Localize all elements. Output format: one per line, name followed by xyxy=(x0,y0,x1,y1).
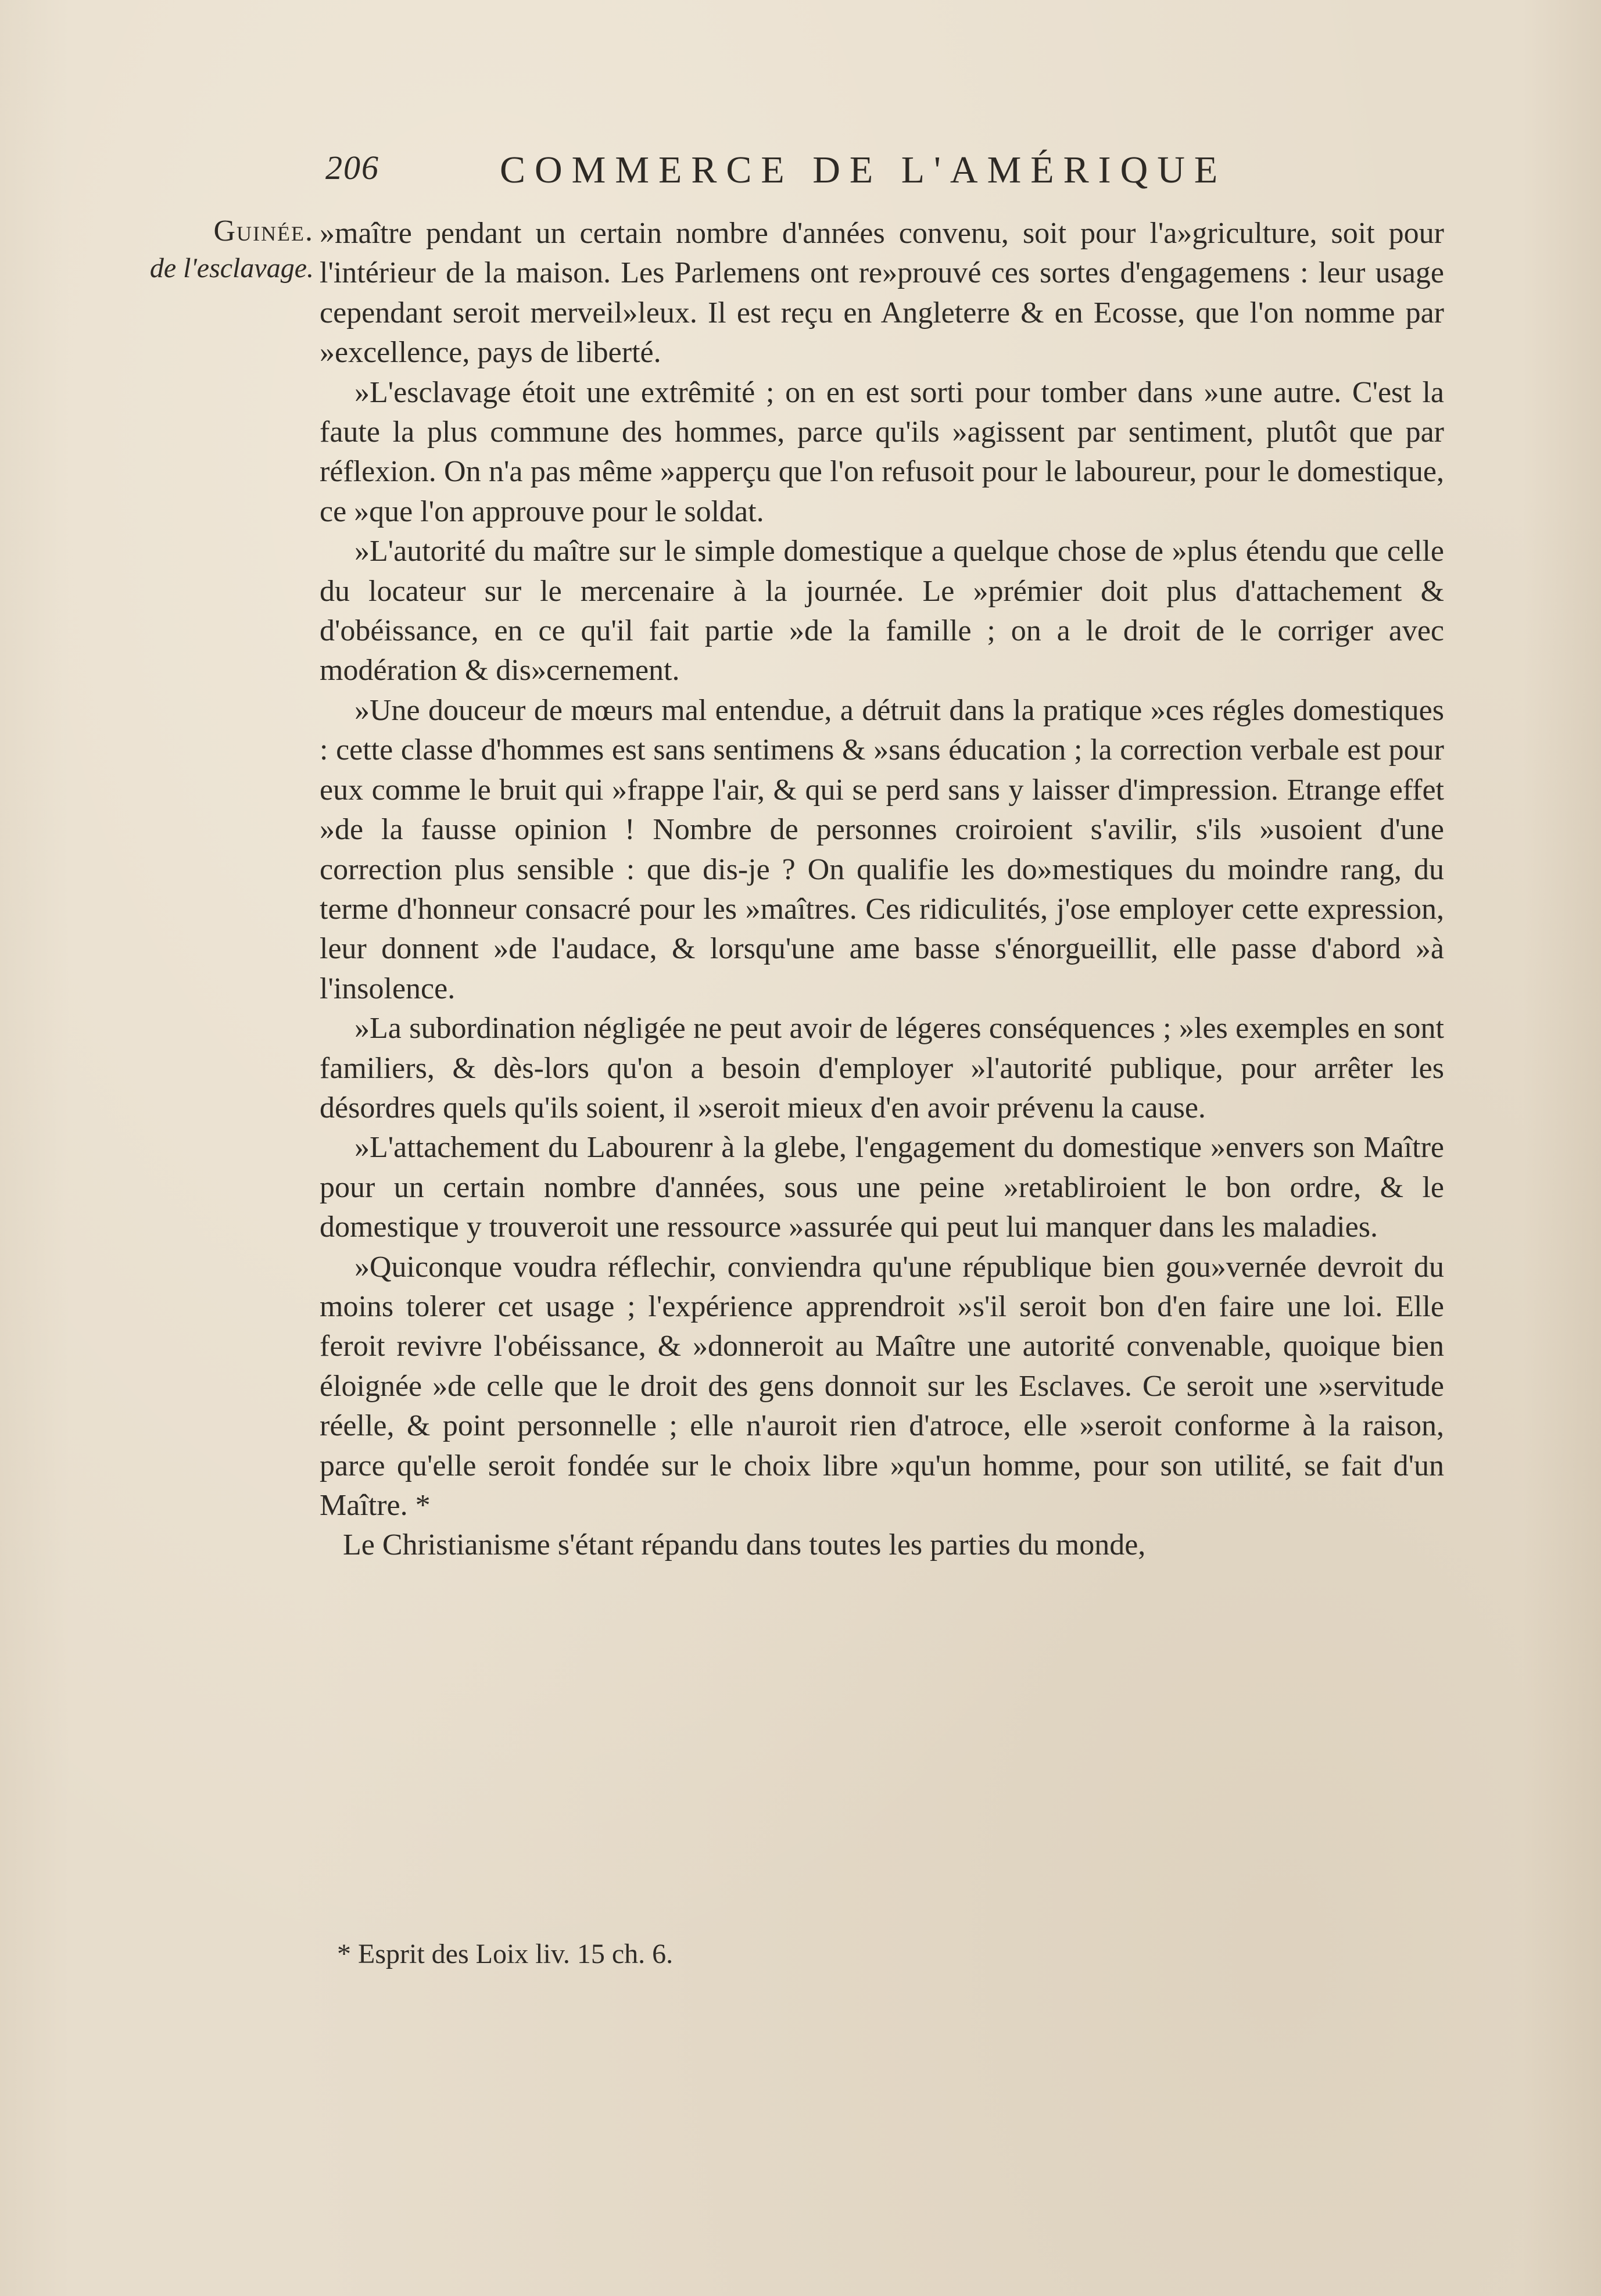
margin-note xyxy=(105,212,314,286)
footnote: * Esprit des Loix liv. 15 ch. 6. xyxy=(337,1939,674,1969)
paragraph-2: »L'esclavage étoit une extrêmité ; on en est sorti pour tomber dans »une autre. C'est la faute la plus commune des hommes, parce qu'ils »agissent par sentiment, plutôt que par réflexion. On n'a pas même »apperçu que l'on refusoit pour le laboureur, pour le domestique, ce »que l'on approuve pour le soldat. xyxy=(320,375,1444,528)
paragraph-6: »L'attachement du Labourenr à la glebe, l'engagement du domestique »envers son Maître pour un certain nombre d'années, sous une peine »retabliroient le bon ordre, & le domestique y trouveroit une ressource »assurée qui peut lui manquer dans les maladies. xyxy=(320,1131,1444,1244)
page-number: 206 xyxy=(325,149,379,187)
margin-note-topic: de l'esclavage. xyxy=(149,253,314,284)
paragraph-4: »Une douceur de mœurs mal entendue, a détruit dans la pratique »ces régles domestiques : cette classe d'hommes est sans sentimens & »sans éducation ; la correction verbale est pour eux comme le bruit qui »frappe l'air, & qui se perd sans y laisser d'impression. Etrange effet »de la fausse opinion ! Nombre de personnes croiroient s'avilir, s'ils »usoient d'une correction plus sensible : que dis-je ? On qualifie les do»mestiques du moindre rang, du terme d'honneur consacré pour les »maîtres. Ces ridiculités, j'ose employer cette expression, leur donnent »de l'audace, & lorsqu'une ame basse s'énorgueillit, elle passe d'abord »à l'insolence. xyxy=(320,693,1444,1005)
paragraph-5: »La subordination négligée ne peut avoir de légeres conséquences ; »les exemples en sont familiers, & dès-lors qu'on a besoin d'employer »l'autorité publique, pour arrêter les désordres quels qu'ils soient, il »seroit mieux d'en avoir prévenu la cause. xyxy=(320,1012,1444,1124)
paragraph-7: »Quiconque voudra réflechir, conviendra qu'une république bien gou»vernée devroit du moins tolerer cet usage ; l'expérience apprendroit »s'il seroit bon d'en faire une loi. Elle feroit revivre l'obéissance, & »donneroit au Maître une autorité convenable, quoique bien éloignée »de celle que le droit des gens donnoit sur les Esclaves. Ce seroit une »servitude réelle, & point personnelle ; elle n'auroit rien d'atroce, elle »seroit conforme à la raison, parce qu'elle seroit fondée sur le choix libre »qu'un homme, pour son utilité, se fait d'un Maître. * xyxy=(320,1250,1444,1522)
running-title: COMMERCE DE L'AMÉRIQUE xyxy=(500,149,1227,191)
paragraph-1: »maître pendant un certain nombre d'années convenu, soit pour l'a»griculture, soit pour l'intérieur de la maison. Les Parlemens ont re»prouvé ces sortes d'engagemens : leur usage cependant seroit merveil»leux. Il est reçu en Angleterre & en Ecosse, que l'on nomme par »excellence, pays de liberté. xyxy=(320,217,1444,370)
margin-note-region: Guinée. xyxy=(213,214,314,248)
closing-line: Le Christianisme s'étant répandu dans toutes les parties du monde, xyxy=(343,1528,1146,1562)
main-text xyxy=(320,214,1444,1566)
paragraph-3: »L'autorité du maître sur le simple domestique a quelque chose de »plus étendu que celle du locateur sur le mercenaire à la journée. Le »prémier doit plus d'attachement & d'obéissance, en ce qu'il fait partie »de la famille ; on a le droit de le corriger avec modération & dis»cernement. xyxy=(320,535,1444,687)
page-header xyxy=(325,148,1313,200)
